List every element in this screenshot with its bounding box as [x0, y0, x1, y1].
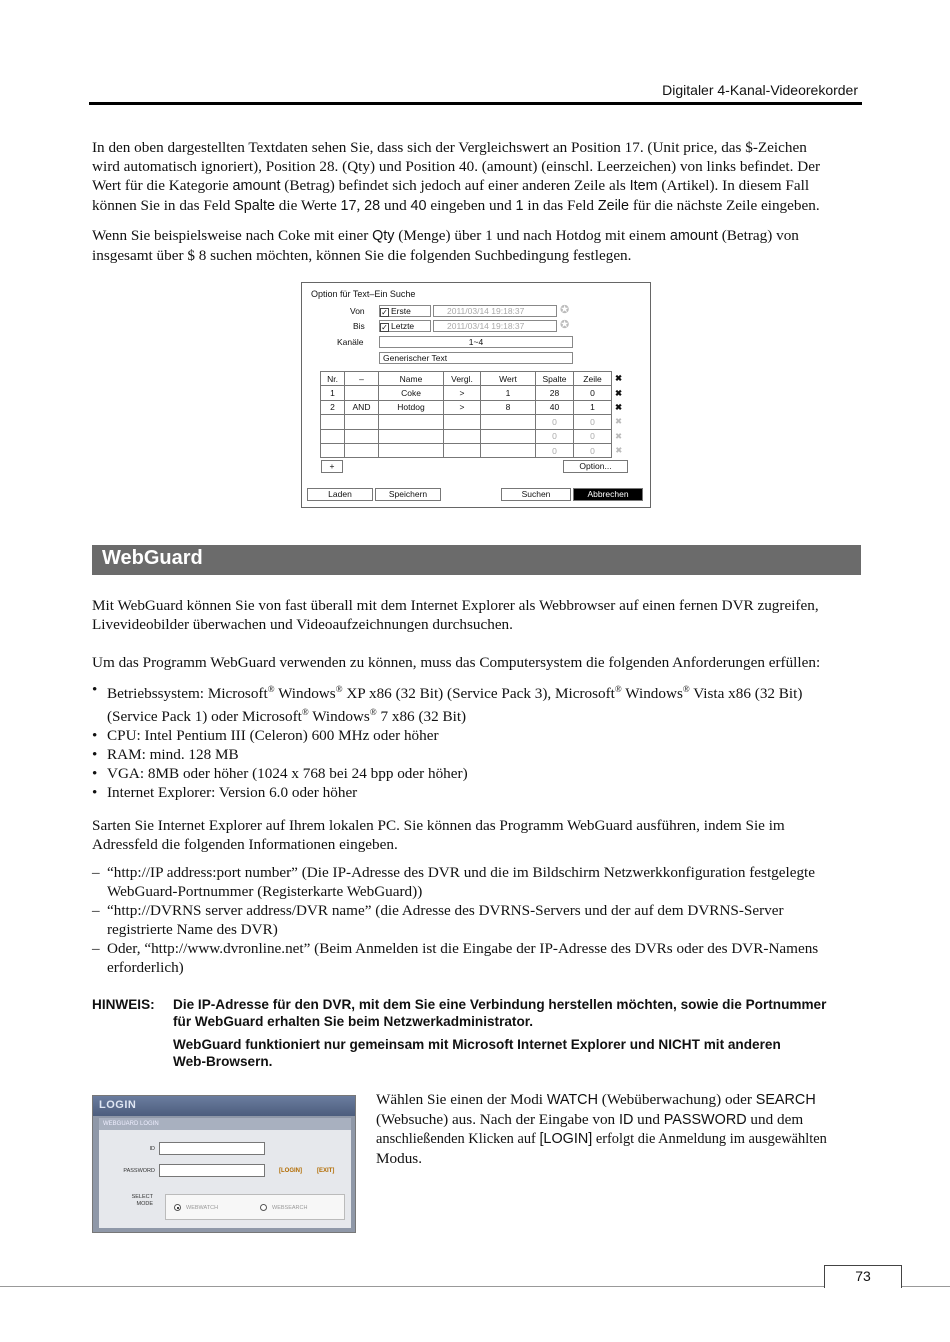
table-cell[interactable]: 40 [536, 400, 574, 414]
list-item: • Betriebssystem: Microsoft® Windows® XP x86 (32 Bit) (Service Pack 3), Microsoft® Windows® Vista x86 (32 Bit) (Service Pack 1) oder Microsoft® Windows® 7 x86 (32 Bit) [92, 680, 862, 726]
id-label: ID [149, 1146, 155, 1152]
note-text: WebGuard funktioniert nur gemeinsam mit Microsoft Internet Explorer und NICHT mit anderen Web-Browsern. [173, 1037, 781, 1069]
table-cell[interactable] [481, 429, 536, 443]
address-list [92, 863, 862, 977]
bis-label: Bis [353, 321, 365, 331]
text-line: Sarten Sie Internet Explorer auf Ihrem lokalen PC. Sie können das Programm WebGuard ausführen, indem Sie im [92, 817, 785, 834]
table-cell[interactable] [345, 443, 379, 457]
delete-icon[interactable]: ✖ [614, 430, 623, 441]
column-header: Spalte [536, 372, 574, 386]
exit-button[interactable]: [EXIT] [317, 1168, 335, 1174]
text-line: insgesamt über $ 8 suchen möchten, können Sie die folgenden Suchbedingung festlegen. [92, 247, 632, 264]
list-item: • Internet Explorer: Version 6.0 oder höher [92, 783, 862, 802]
table-cell[interactable]: 0 [536, 415, 574, 429]
table-cell[interactable] [444, 415, 481, 429]
von-label: Von [350, 306, 365, 316]
text-line: Um das Programm WebGuard verwenden zu können, muss das Computersystem die folgenden Anforderungen erfüllen: [92, 654, 821, 671]
table-cell[interactable]: 0 [574, 386, 612, 400]
table-cell[interactable] [345, 386, 379, 400]
table-cell[interactable] [444, 443, 481, 457]
search-conditions-table [320, 371, 626, 458]
table-row[interactable] [321, 429, 626, 443]
load-button[interactable]: Laden [307, 488, 373, 501]
running-header: Digitaler 4-Kanal-Videorekorder [662, 82, 858, 98]
table-cell[interactable] [345, 415, 379, 429]
paragraph-webguard-intro [92, 596, 862, 634]
bis-checkbox[interactable]: ✓ Letzte [379, 320, 431, 332]
delete-icon[interactable]: ✖ [614, 416, 623, 427]
column-header: Nr. [321, 372, 345, 386]
note-label: HINWEIS: [92, 997, 155, 1012]
calendar-icon[interactable]: ✪ [560, 319, 570, 331]
text-line: Livevideobilder überwachen und Videoaufzeichnungen durchsuchen. [92, 616, 513, 633]
text-line: In den oben dargestellten Textdaten sehen Sie, dass sich der Vergleichswert an Position 17. (Unit price, das $-Zeichen [92, 139, 807, 156]
password-label: PASSWORD [123, 1168, 155, 1174]
password-field[interactable] [159, 1164, 265, 1177]
table-cell[interactable]: > [444, 400, 481, 414]
select-mode-label: SELECT MODE [131, 1194, 153, 1207]
table-header-row [321, 372, 626, 386]
table-row[interactable] [321, 443, 626, 457]
column-header: Vergl. [444, 372, 481, 386]
channels-select[interactable]: 1~4 [379, 336, 573, 348]
save-button[interactable]: Speichern [375, 488, 441, 501]
table-cell [321, 443, 345, 457]
paragraph-start-ie [92, 816, 862, 854]
column-header: Name [379, 372, 444, 386]
von-checkbox[interactable]: ✓ Erste [379, 305, 431, 317]
table-row[interactable] [321, 386, 626, 400]
id-field[interactable] [159, 1142, 265, 1155]
list-item: – Oder, “http://www.dvronline.net” (Beim Anmelden ist die Eingabe der IP-Adresse des DVRs oder des DVR-Namens erforderlich) [92, 939, 862, 977]
list-item: • CPU: Intel Pentium III (Celeron) 600 MHz oder höher [92, 726, 862, 745]
add-condition-button[interactable]: + [321, 460, 343, 473]
paragraph-textdata [92, 138, 862, 216]
delete-icon[interactable]: ✖ [614, 401, 623, 412]
list-item: • VGA: 8MB oder höher (1024 x 768 bei 24 bpp oder höher) [92, 764, 862, 783]
column-header: – [345, 372, 379, 386]
text-line: Wert für die Kategorie amount (Betrag) befindet sich jedoch auf einer anderen Zeile als Item (Artikel). In diesem Fall [92, 177, 810, 194]
text-line: Wenn Sie beispielsweise nach Coke mit einer Qty (Menge) über 1 und nach Hotdog mit einem amount (Betrag) von [92, 227, 799, 244]
table-cell: 2 [321, 400, 345, 414]
table-cell[interactable] [345, 429, 379, 443]
table-row[interactable] [321, 415, 626, 429]
delete-icon[interactable]: ✖ [615, 445, 623, 456]
page-number: 73 [824, 1265, 902, 1288]
requirements-list [92, 680, 862, 802]
table-cell[interactable]: 0 [574, 429, 612, 443]
table-cell[interactable] [481, 443, 536, 457]
delete-column: ✖ [612, 372, 626, 386]
table-cell[interactable]: 0 [536, 429, 574, 443]
paragraph-requirements-intro [92, 653, 862, 672]
paragraph-login [376, 1090, 866, 1168]
dialog-title: Option für Text–Ein Suche [311, 289, 416, 299]
table-cell[interactable]: 0 [574, 443, 612, 457]
text-line: anschließenden Klicken auf [LOGIN] erfolgt die Anmeldung im ausgewählten [376, 1131, 827, 1147]
table-cell [321, 429, 345, 443]
note-text: Die IP-Adresse für den DVR, mit dem Sie eine Verbindung herstellen möchten, sowie die Portnummer für WebGuard erhalten Sie beim Netzwerkadministrator. [173, 997, 827, 1029]
table-cell[interactable]: AND [345, 400, 379, 414]
text-line: Mit WebGuard können Sie von fast überall mit dem Internet Explorer als Webbrowser auf einen fernen DVR zugreifen, [92, 597, 819, 614]
table-cell[interactable]: Coke [379, 386, 444, 400]
login-screenshot [92, 1095, 356, 1233]
table-cell[interactable]: 1 [481, 386, 536, 400]
search-mode-label: WEBSEARCH [272, 1205, 308, 1211]
table-cell[interactable] [379, 443, 444, 457]
delete-icon[interactable]: ✖ [614, 387, 623, 398]
check-icon: ✓ [381, 308, 388, 317]
calendar-icon[interactable]: ✪ [560, 304, 570, 316]
option-button[interactable]: Option... [563, 460, 628, 473]
table-cell[interactable] [444, 429, 481, 443]
login-panel-title: WEBGUARD LOGIN [99, 1118, 351, 1130]
search-radio[interactable] [260, 1204, 267, 1211]
text-line: (Websuche) aus. Nach der Eingabe von ID und PASSWORD und dem [376, 1111, 804, 1128]
text-line: wird automatisch ignoriert), Position 28. (Qty) und Position 40. (amount) (einschl. Leerzeichen) von links befindet. Der [92, 158, 820, 175]
table-cell[interactable]: 0 [574, 415, 612, 429]
table-cell[interactable]: 8 [481, 400, 536, 414]
von-date-field[interactable]: 2011/03/14 19:18:37 [433, 305, 557, 317]
text-line: Adressfeld die folgenden Informationen eingeben. [92, 836, 398, 853]
table-cell: 1 [321, 386, 345, 400]
watch-mode-label: WEBWATCH [186, 1205, 219, 1211]
column-header: Wert [481, 372, 536, 386]
text-line: Wählen Sie einen der Modi WATCH (Webüberwachung) oder SEARCH [376, 1091, 816, 1108]
login-title-bar: LOGIN [93, 1096, 355, 1116]
table-cell[interactable]: > [444, 386, 481, 400]
table-cell[interactable] [481, 415, 536, 429]
kanaele-label: Kanäle [337, 337, 364, 347]
list-item: – “http://DVRNS server address/DVR name” (die Adresse des DVRNS-Servers und der auf dem DVRNS-Server registrierte Name des DVR) [92, 901, 862, 939]
table-cell[interactable]: 1 [574, 400, 612, 414]
table-cell[interactable] [379, 415, 444, 429]
header-rule [89, 102, 862, 105]
table-cell [321, 415, 345, 429]
table-cell[interactable]: 28 [536, 386, 574, 400]
text-line: Modus. [376, 1150, 422, 1167]
text-type-select[interactable]: Generischer Text [379, 352, 573, 364]
table-cell[interactable]: 0 [536, 443, 574, 457]
paragraph-example [92, 226, 862, 265]
section-title: WebGuard [102, 547, 203, 569]
login-button[interactable]: [LOGIN] [279, 1168, 302, 1174]
list-item: – “http://IP address:port number” (Die IP-Adresse des DVR und die im Bildschirm Netzwerkkonfiguration festgelegte WebGuard-Portnummer (Registerkarte WebGuard)) [92, 863, 862, 901]
table-cell[interactable] [379, 429, 444, 443]
text-line: können Sie in das Feld Spalte die Werte 17, 28 und 40 eingeben und 1 in das Feld Zeile für die nächste Zeile eingeben. [92, 197, 820, 214]
search-button[interactable]: Suchen [501, 488, 571, 501]
table-row[interactable] [321, 400, 626, 414]
login-panel [99, 1118, 351, 1228]
footer-rule [0, 1286, 950, 1287]
bis-date-field[interactable]: 2011/03/14 19:18:37 [433, 320, 557, 332]
column-header: Zeile [574, 372, 612, 386]
check-icon: ✓ [381, 323, 388, 332]
mode-selector [165, 1194, 345, 1220]
section-heading [92, 545, 861, 575]
table-cell[interactable]: Hotdog [379, 400, 444, 414]
watch-radio[interactable] [174, 1204, 181, 1211]
list-item: • RAM: mind. 128 MB [92, 745, 862, 764]
cancel-button[interactable]: Abbrechen [573, 488, 643, 501]
